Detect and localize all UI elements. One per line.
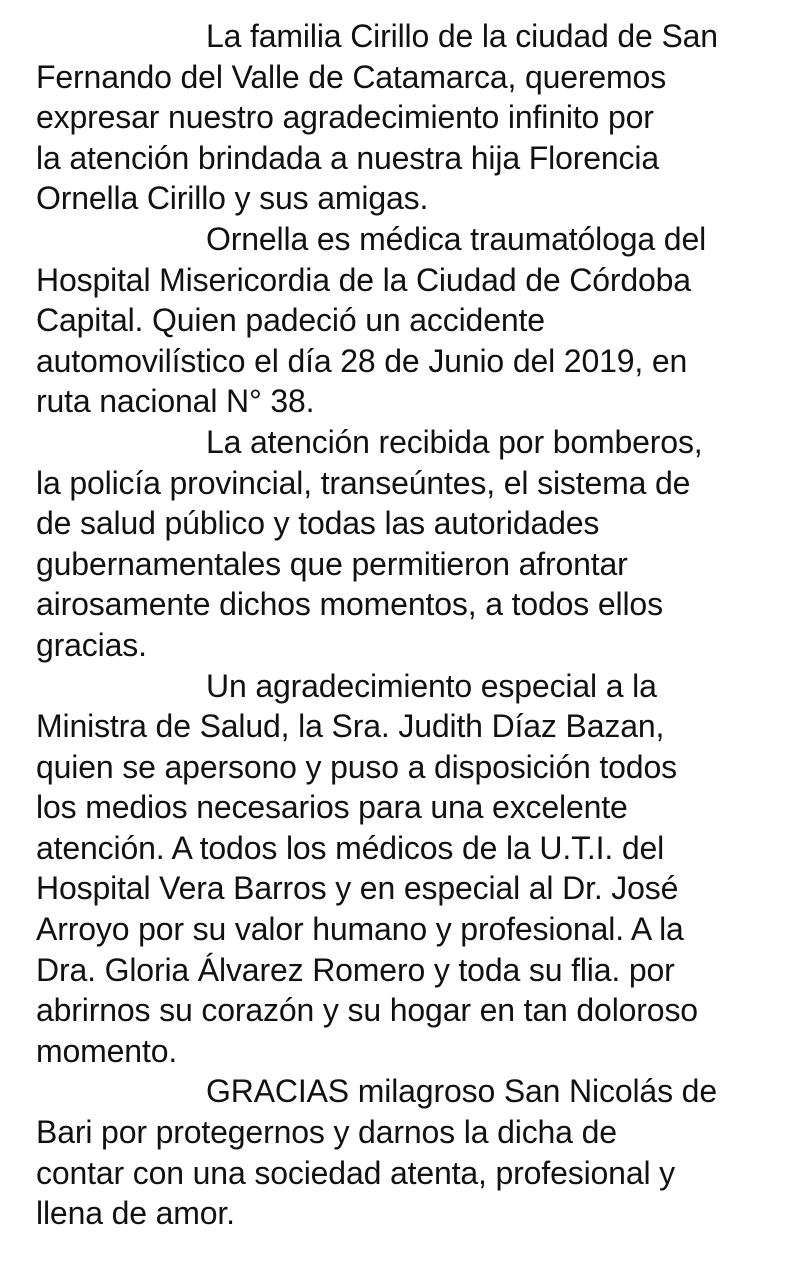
thank-you-letter bbox=[36, 16, 796, 1234]
paragraph-family-thanks: La familia Cirillo de la ciudad de San Fernando del Valle de Catamarca, queremos expresar nuestro agradecimiento infinito por la atención brindada a nuestra hija Florencia Ornella Cirillo y sus amigas. bbox=[36, 18, 718, 217]
paragraph-accident-details: Ornella es médica traumatóloga del Hospital Misericordia de la Ciudad de Córdoba Capital. Quien padeció un accidente automovilístico el día 28 de Junio del 2019, en ruta nacional N° 38. bbox=[36, 220, 707, 420]
paragraph-special-thanks: Un agradecimiento especial a la Ministra de Salud, la Sra. Judith Díaz Bazan, quien se apersono y puso a disposición todos los medios necesarios para una excelente atención. A todos los médicos de la U.T.I. del Hospital Vera Barros y en especial al Dr. José Arroyo por su valor humano y profesional. A la Dra. Gloria Álvarez Romero y toda su flia. por abrirnos su corazón y su hogar en tan doloroso momento. bbox=[36, 667, 698, 1069]
paragraph-responders-thanks: La atención recibida por bomberos, la policía provincial, transeúntes, el sistema de de salud público y todas las autoridades gubernamentales que permitieron afrontar airosamente dichos momentos, a todos ellos gracias. bbox=[36, 423, 703, 663]
paragraph-closing-gratitude: GRACIAS milagroso San Nicolás de Bari por protegernos y darnos la dicha de contar con una sociedad atenta, profesional y llena de amor. bbox=[36, 1073, 717, 1232]
